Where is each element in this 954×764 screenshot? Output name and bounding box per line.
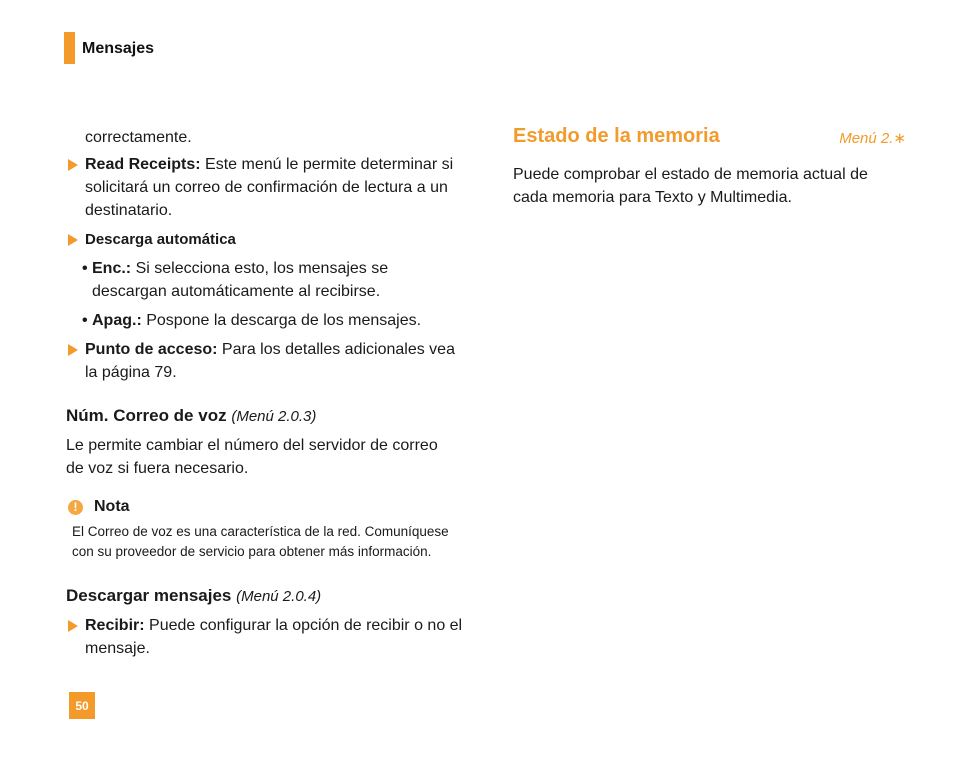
triangle-bullet-icon: [68, 234, 78, 246]
warning-icon: !: [68, 500, 83, 515]
recibir-label: Recibir:: [85, 617, 145, 634]
punto-acceso-text: Para los detalles adicionales vea la página 79.: [85, 341, 455, 381]
dot-bullet-icon: •: [82, 260, 88, 277]
descarga-automatica-label: Descarga automática: [85, 231, 236, 248]
read-receipts-text: Este menú le permite determinar si solicitará un correo de confirmación de lectura a un destinatario.: [85, 156, 454, 219]
note-title: Nota: [94, 498, 130, 515]
triangle-bullet-icon: [68, 620, 78, 632]
descargar-heading: [66, 586, 466, 606]
correo-voz-body: Le permite cambiar el número del servidor de correo de voz si fuera necesario.: [66, 437, 438, 477]
left-column: [66, 126, 466, 666]
correo-voz-menu-ref: (Menú 2.0.3): [231, 408, 317, 425]
read-receipts-label: Read Receipts:: [85, 156, 201, 173]
apag-label: Apag.:: [92, 312, 142, 329]
continuation-text: correctamente.: [85, 129, 192, 146]
apag-option: [66, 309, 466, 332]
recibir-item: [66, 614, 466, 660]
descargar-title: Descargar mensajes: [66, 586, 232, 605]
correo-voz-heading: [66, 406, 466, 426]
estado-memoria-body: Puede comprobar el estado de memoria actual de cada memoria para Texto y Multimedia.: [513, 166, 868, 206]
section-title: Mensajes: [82, 40, 155, 57]
punto-acceso-item: [66, 338, 466, 384]
header-accent-bar: [64, 32, 75, 64]
triangle-bullet-icon: [68, 159, 78, 171]
estado-memoria-menu-ref: Menú 2.∗: [839, 130, 906, 147]
note-body: El Correo de voz es una característica de la red. Comuníquese con su proveedor de servicio para obtener más información.: [72, 524, 449, 559]
recibir-text: Puede configurar la opción de recibir o no el mensaje.: [85, 617, 463, 657]
punto-acceso-label: Punto de acceso:: [85, 341, 218, 358]
triangle-bullet-icon: [68, 344, 78, 356]
dot-bullet-icon: •: [82, 312, 88, 329]
page-number: 50: [69, 692, 95, 719]
descarga-automatica-item: [66, 228, 466, 251]
descargar-menu-ref: (Menú 2.0.4): [236, 588, 322, 605]
apag-text: Pospone la descarga de los mensajes.: [141, 312, 422, 329]
enc-text: Si selecciona esto, los mensajes se descargan automáticamente al recibirse.: [92, 260, 389, 300]
read-receipts-item: [66, 153, 466, 222]
enc-option: [66, 257, 466, 303]
estado-memoria-heading: [513, 126, 913, 150]
note-heading: [66, 498, 466, 516]
correo-voz-title: Núm. Correo de voz: [66, 406, 227, 425]
estado-memoria-title: Estado de la memoria: [513, 125, 720, 147]
right-column: [513, 126, 913, 209]
enc-label: Enc.:: [92, 260, 132, 277]
